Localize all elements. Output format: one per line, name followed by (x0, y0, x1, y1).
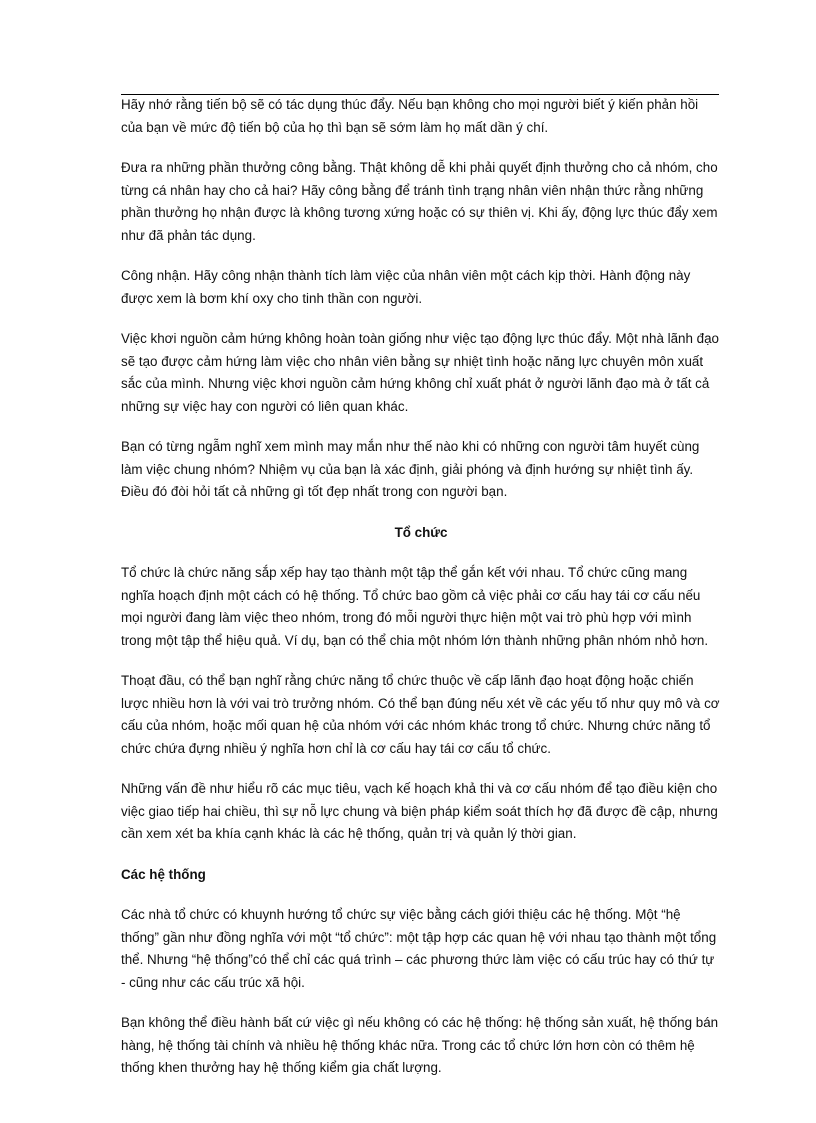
paragraph: Đưa ra những phần thưởng công bằng. Thật không dễ khi phải quyết định thưởng cho cả nhóm, cho từng cá nhân hay cho cả hai? Hãy công bằng để tránh tình trạng nhân viên nhận thức rằng những phần thưởng họ nhận được là không tương xứng hoặc có sự thiên vị. Khi ấy, động lực thúc đẩy xem như đã phản tác dụng. (121, 160, 718, 243)
paragraph: Việc khơi nguồn cảm hứng không hoàn toàn giống như việc tạo động lực thúc đẩy. Một nhà lãnh đạo sẽ tạo được cảm hứng làm việc cho nhân viên bằng sự nhiệt tình hoặc năng lực chuyên môn xuất sắc của mình. Nhưng việc khơi nguồn cảm hứng không chỉ xuất phát ở người lãnh đạo mà ở tất cả những sự việc hay con người có liên quan khác. (121, 331, 719, 414)
paragraph: Những vấn đề như hiểu rõ các mục tiêu, vạch kế hoạch khả thi và cơ cấu nhóm để tạo điều kiện cho việc giao tiếp hai chiều, thì sự nỗ lực chung và biện pháp kiểm soát thích hợ đã được đề cập, nhưng cần xem xét ba khía cạnh khác là các hệ thống, quản trị và quản lý thời gian. (121, 781, 718, 841)
paragraph: Bạn không thể điều hành bất cứ việc gì nếu không có các hệ thống: hệ thống sản xuất, hệ thống bán hàng, hệ thống tài chính và nhiều hệ thống khác nữa. Trong các tổ chức lớn hơn còn có thêm hệ thống khen thưởng hay hệ thống kiểm gia chất lượng. (121, 1015, 719, 1075)
paragraph: Hãy nhớ rằng tiến bộ sẽ có tác dụng thúc đẩy. Nếu bạn không cho mọi người biết ý kiến phản hồi của bạn về mức độ tiến bộ của họ thì bạn sẽ sớm làm họ mất dần ý chí. (121, 97, 699, 135)
paragraph: Công nhận. Hãy công nhận thành tích làm việc của nhân viên một cách kịp thời. Hành động này được xem là bơm khí oxy cho tinh thần con người. (121, 268, 691, 306)
document-body (121, 94, 721, 1098)
paragraph: Bạn có từng ngẫm nghĩ xem mình may mắn như thế nào khi có những con người tâm huyết cùng làm việc chung nhóm? Nhiệm vụ của bạn là xác định, giải phóng và định hướng sự nhiệt tình ấy. Điều đó đòi hỏi tất cả những gì tốt đẹp nhất trong con người bạn. (121, 439, 700, 499)
subheading: Các hệ thống (121, 866, 206, 882)
paragraph: Các nhà tổ chức có khuynh hướng tổ chức sự việc bằng cách giới thiệu các hệ thống. Một “hệ thống” gần như đồng nghĩa với một “tổ chức”: một tập hợp các quan hệ với nhau tạo thành một tổng thể. Nhưng “hệ thống”có thể chỉ các quá trình – các phương thức làm việc có cấu trúc hay có thứ tự - cũng như các cấu trúc xã hội. (121, 907, 717, 990)
paragraph: Thoạt đầu, có thể bạn nghĩ rằng chức năng tổ chức thuộc về cấp lãnh đạo hoạt động hoặc chiến lược nhiều hơn là với vai trò trưởng nhóm. Có thể bạn đúng nếu xét về các yếu tố như quy mô và cơ cấu của nhóm, hoặc mối quan hệ của nhóm với các nhóm khác trong tổ chức. Nhưng chức năng tổ chức chứa đựng nhiều ý nghĩa hơn chỉ là cơ cấu hay tái cơ cấu tổ chức. (121, 673, 720, 756)
section-title: Tổ chức (394, 524, 448, 540)
paragraph: Tổ chức là chức năng sắp xếp hay tạo thành một tập thể gắn kết với nhau. Tổ chức cũng mang nghĩa hoạch định một cách có hệ thống. Tổ chức bao gồm cả việc phải cơ cấu hay tái cơ cấu nếu mọi người đang làm việc theo nhóm, trong đó mỗi người thực hiện một vai trò phù hợp với mình trong một tập thể hiệu quả. Ví dụ, bạn có thể chia một nhóm lớn thành những phân nhóm nhỏ hơn. (121, 565, 709, 648)
